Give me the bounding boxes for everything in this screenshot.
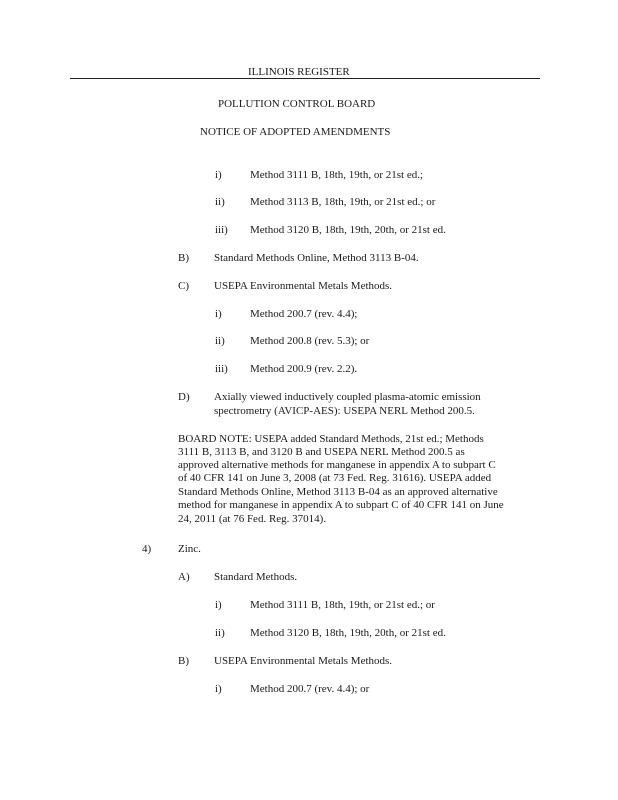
list-item-text: Method 200.9 (rev. 2.2). bbox=[250, 363, 358, 375]
list-item-text: Standard Methods. bbox=[214, 571, 298, 583]
board-note-line: BOARD NOTE: USEPA added Standard Methods, 21st ed.; Methods bbox=[178, 433, 484, 445]
list-item-text: Method 3113 B, 18th, 19th, or 21st ed.; or bbox=[250, 196, 436, 208]
list-item-text: Standard Methods Online, Method 3113 B-04. bbox=[214, 252, 419, 264]
list-item-text: Method 3111 B, 18th, 19th, or 21st ed.; bbox=[250, 169, 424, 181]
board-note-line: 3111 B, 3113 B, and 3120 B and USEPA NERL Method 200.5 as bbox=[178, 446, 465, 458]
list-label: i) bbox=[215, 308, 222, 320]
list-label: ii) bbox=[215, 627, 225, 639]
board-note-line: of 40 CFR 141 on June 3, 2008 (at 73 Fed. Reg. 31616). USEPA added bbox=[178, 472, 492, 484]
list-item-text: Axially viewed inductively coupled plasma-atomic emission bbox=[214, 391, 481, 403]
board-note-line: approved alternative methods for manganese in appendix A to subpart C bbox=[178, 459, 496, 471]
list-label: ii) bbox=[215, 335, 225, 347]
list-label: i) bbox=[215, 599, 222, 611]
board-note-line: 24, 2011 (at 76 Fed. Reg. 37014). bbox=[178, 513, 327, 525]
list-label: A) bbox=[178, 571, 190, 583]
board-note-line: Standard Methods Online, Method 3113 B-04 as an approved alternative bbox=[178, 486, 498, 498]
list-label: B) bbox=[178, 252, 189, 264]
notice-title: NOTICE OF ADOPTED AMENDMENTS bbox=[200, 126, 391, 138]
list-item-text: Method 3120 B, 18th, 19th, 20th, or 21st ed. bbox=[250, 627, 446, 639]
list-label: C) bbox=[178, 280, 189, 292]
list-label: i) bbox=[215, 683, 222, 695]
board-note-line: method for manganese in appendix A to subpart C of 40 CFR 141 on June bbox=[178, 499, 504, 511]
list-label: B) bbox=[178, 655, 189, 667]
list-item-text: Method 200.7 (rev. 4.4); bbox=[250, 308, 358, 320]
list-label: ii) bbox=[215, 196, 225, 208]
list-item-text: USEPA Environmental Metals Methods. bbox=[214, 655, 393, 667]
list-item-text: Method 200.7 (rev. 4.4); or bbox=[250, 683, 370, 695]
header-rule bbox=[70, 78, 540, 79]
list-label: D) bbox=[178, 391, 190, 403]
list-item-text: Zinc. bbox=[178, 543, 201, 555]
list-label: 4) bbox=[142, 543, 152, 555]
board-title: POLLUTION CONTROL BOARD bbox=[218, 98, 376, 110]
list-item-text: spectrometry (AVICP-AES): USEPA NERL Method 200.5. bbox=[214, 405, 475, 417]
list-item-text: USEPA Environmental Metals Methods. bbox=[214, 280, 393, 292]
list-label: iii) bbox=[215, 363, 228, 375]
list-label: iii) bbox=[215, 224, 228, 236]
list-label: i) bbox=[215, 169, 222, 181]
list-item-text: Method 200.8 (rev. 5.3); or bbox=[250, 335, 370, 347]
list-item-text: Method 3111 B, 18th, 19th, or 21st ed.; or bbox=[250, 599, 435, 611]
list-item-text: Method 3120 B, 18th, 19th, 20th, or 21st ed. bbox=[250, 224, 446, 236]
register-title: ILLINOIS REGISTER bbox=[248, 66, 350, 78]
